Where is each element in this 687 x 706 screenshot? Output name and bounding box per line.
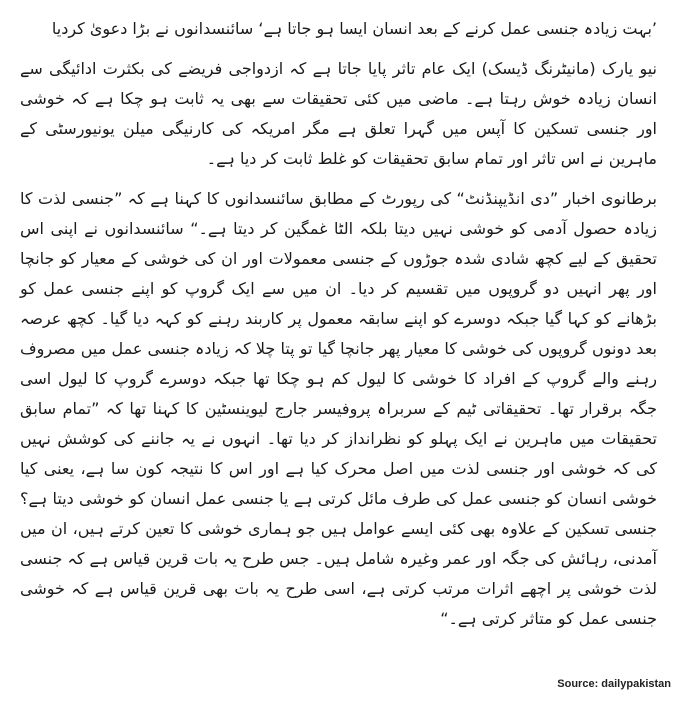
- source-credit: Source: dailypakistan: [557, 678, 671, 690]
- article-paragraph-2: برطانوی اخبار ”دی انڈیپنڈنٹ“ کی رپورٹ کے مطابق سائنسدانوں کا کہنا ہے کہ ”جنسی لذت کا زیادہ حصول آدمی کو خوشی نہیں دیتا بلکہ الٹا غمگین کر دیتا ہے۔“ سائنسدانوں نے اپنی اس تحقیق کے لیے کچھ شادی شدہ جوڑوں کے جنسی معمولات اور ان کی خوشی کے معیار کو جانچا اور پھر انہیں دو گروپوں میں تقسیم کر دیا۔ ان میں سے ایک گروپ کو اپنے جنسی عمل کو بڑھانے کو کہا گیا جبکہ دوسرے کو اپنے سابقہ معمول پر کاربند رہنے کو کہہ دیا گیا۔ کچھ عرصہ بعد دونوں گروپوں کی خوشی کا معیار پھر جانچا گیا تو پتا چلا کہ زیادہ جنسی عمل میں مصروف رہنے والے گروپ کے افراد کا خوشی کا لیول کم ہو چکا تھا جبکہ دوسرے گروپ کا لیول اسی جگہ برقرار تھا۔ تحقیقاتی ٹیم کے سربراہ پروفیسر جارج لیوینسٹین کا کہنا تھا کہ ”تمام سابق تحقیقات میں ماہرین نے ایک پہلو کو نظرانداز کر دیا تھا۔ انہوں نے یہ جاننے کی کوشش نہیں کی کہ خوشی اور جنسی لذت میں اصل محرک کیا ہے اور اس کا نتیجہ کون سا ہے، یعنی کیا خوشی انسان کو جنسی عمل کی طرف مائل کرتی ہے یا جنسی عمل انسان کو خوشی دیتا ہے؟ جنسی تسکین کے علاوہ بھی کئی ایسے عوامل ہیں جو ہماری خوشی کا تعین کرتے ہیں، ان میں آمدنی، رہائش کی جگہ اور عمر وغیرہ شامل ہیں۔ جس طرح یہ بات قرین قیاس ہے کہ جنسی لذت خوشی پر اچھے اثرات مرتب کرتی ہے، اسی طرح یہ بات بھی قرین قیاس ہے کہ خوشی جنسی عمل کو متاثر کرتی ہے۔“: [20, 189, 657, 628]
- article-title: ’بہت زیادہ جنسی عمل کرنے کے بعد انسان ایسا ہو جاتا ہے‘ سائنسدانوں نے بڑا دعویٰ کردیا: [51, 19, 657, 38]
- article-paragraph-1: نیو یارک (مانیٹرنگ ڈیسک) ایک عام تاثر پایا جاتا ہے کہ ازدواجی فریضے کی بکثرت ادائیگی سے انسان زیادہ خوش رہتا ہے۔ ماضی میں کئی تحقیقات سے بھی یہ ثابت ہو چکا ہے کہ خوشی اور جنسی تسکین کا آپس میں گہرا تعلق ہے مگر امریکہ کی کارنیگی میلن یونیورسٹی کے ماہرین نے اس تاثر اور تمام سابق تحقیقات کو غلط ثابت کر دیا ہے۔: [20, 59, 657, 168]
